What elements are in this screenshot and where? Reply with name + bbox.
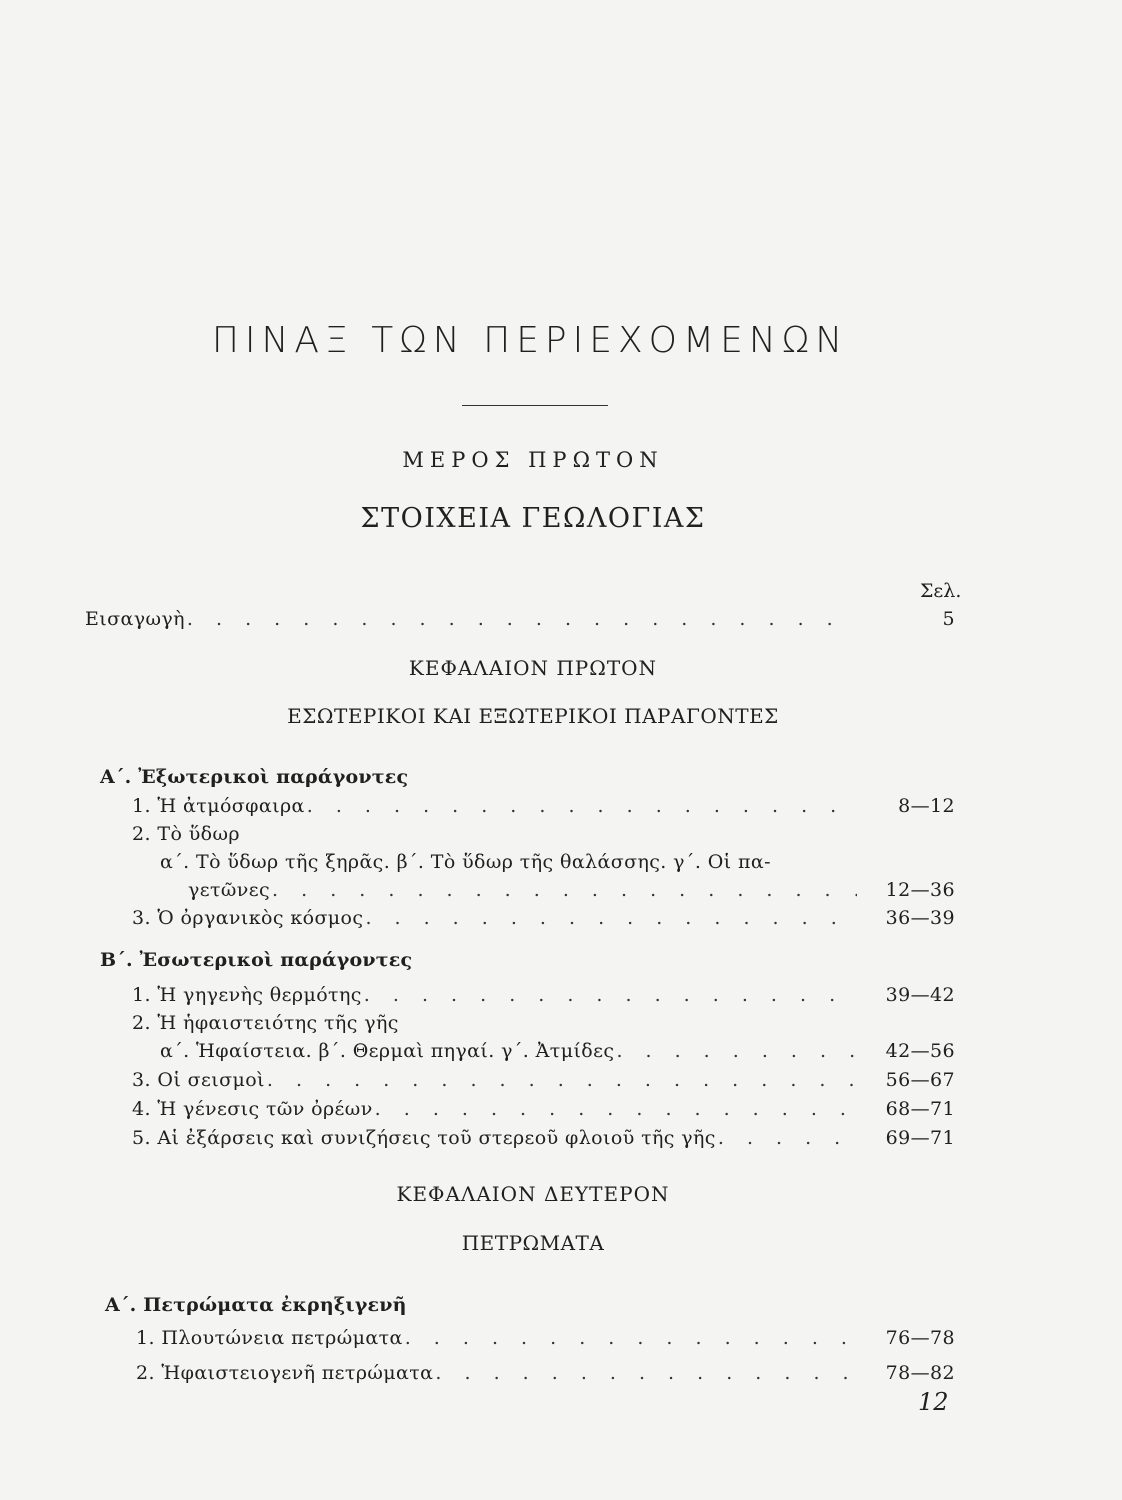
title-rule <box>462 405 608 406</box>
leader-dots <box>364 984 857 1006</box>
toc-entry-label: α΄. Ἡφαίστεια. β΄. Θερμαὶ πηγαί. γ΄. Ἀτμίδες <box>160 1040 615 1062</box>
leader-dots <box>272 879 857 901</box>
leader-dots <box>375 1098 857 1120</box>
toc-entry-pages: 69—71 <box>885 1127 955 1149</box>
toc-entry-pages: 76—78 <box>885 1327 955 1349</box>
toc-entry-intro <box>85 608 955 636</box>
toc-entry-label: γετῶνες <box>188 879 271 901</box>
leader-dots <box>435 1362 857 1384</box>
toc-entry-label: α΄. Τὸ ὕδωρ τῆς ξηρᾶς. β΄. Τὸ ὕδωρ τῆς θαλάσσης. γ΄. Οἱ πα- <box>160 851 771 873</box>
toc-entry <box>132 907 955 935</box>
section-heading-1a <box>100 766 970 794</box>
toc-entry-label: 1. Ἡ γηγενὴς θερμότης <box>132 984 362 1006</box>
leader-dots <box>267 1069 857 1091</box>
leader-dots <box>405 1327 857 1349</box>
toc-entry-pages: 56—67 <box>885 1069 955 1091</box>
toc-entry-pages: 36—39 <box>885 907 955 929</box>
toc-entry <box>132 795 955 823</box>
chapter1-title: ΕΣΩΤΕΡΙΚΟΙ ΚΑΙ ΕΞΩΤΕΡΙΚΟΙ ΠΑΡΑΓΟΝΤΕΣ <box>287 704 779 728</box>
leader-dots <box>187 608 857 630</box>
leader-dots <box>718 1127 857 1149</box>
toc-entry-label: 1. Πλουτώνεια πετρώματα <box>136 1327 403 1349</box>
leader-dots <box>307 795 857 817</box>
toc-entry-pages: 5 <box>942 608 955 630</box>
chapter1-label: ΚΕΦΑΛΑΙΟΝ ΠΡΩΤΟΝ <box>408 656 658 680</box>
toc-entry <box>132 823 955 851</box>
toc-entry-label: 2. Τὸ ὕδωρ <box>132 823 240 845</box>
section-heading-1b <box>100 949 970 977</box>
section-heading-2a <box>105 1294 975 1322</box>
leader-dots <box>616 1040 857 1062</box>
toc-entry-pages: 8—12 <box>898 795 955 817</box>
toc-entry-pages: 42—56 <box>885 1040 955 1062</box>
toc-entry-label: 2. Ἡφαιστειογενῆ πετρώματα <box>136 1362 434 1384</box>
leader-dots <box>365 907 857 929</box>
page-number: 12 <box>918 1388 949 1416</box>
toc-entry <box>188 879 955 907</box>
toc-entry-label: 5. Αἱ ἐξάρσεις καὶ συνιζήσεις τοῦ στερεοῦ φλοιοῦ τῆς γῆς <box>132 1127 716 1149</box>
toc-entry <box>132 1098 955 1126</box>
section-label: Β΄. Ἐσωτερικοὶ παράγοντες <box>100 949 413 971</box>
toc-entry <box>136 1327 955 1355</box>
toc-entry <box>160 851 955 879</box>
toc-entry <box>132 1012 955 1040</box>
chapter2-title: ΠΕΤΡΩΜΑΤΑ <box>461 1231 605 1255</box>
section-label: Α΄. Ἐξωτερικοὶ παράγοντες <box>100 766 409 788</box>
toc-entry-label: 4. Ἡ γένεσις τῶν ὀρέων <box>132 1098 373 1120</box>
part-title: ΣΤΟΙΧΕΙΑ ΓΕΩΛΟΓΙΑΣ <box>360 503 706 534</box>
toc-entry-pages: 39—42 <box>885 984 955 1006</box>
toc-entry <box>136 1362 955 1390</box>
toc-entry-pages: 68—71 <box>885 1098 955 1120</box>
toc-entry-pages: 78—82 <box>885 1362 955 1384</box>
page-title: ΠΙΝΑΞ ΤΩΝ ΠΕΡΙΕΧΟΜΕΝΩΝ <box>211 320 849 361</box>
toc-entry-label: Εισαγωγὴ <box>85 608 185 630</box>
toc-entry-pages: 12—36 <box>885 879 955 901</box>
toc-entry-label: 2. Ἡ ἡφαιστειότης τῆς γῆς <box>132 1012 399 1034</box>
toc-entry <box>160 1040 955 1068</box>
toc-entry <box>132 1127 955 1155</box>
toc-entry-label: 3. Ὁ ὀργανικὸς κόσμος <box>132 907 364 929</box>
toc-entry <box>132 1069 955 1097</box>
toc-entry-label: 3. Οἱ σεισμοὶ <box>132 1069 265 1091</box>
part-label: ΜΕΡΟΣ ΠΡΩΤΟΝ <box>402 448 664 472</box>
toc-entry <box>132 984 955 1012</box>
page-column-label: Σελ. <box>920 580 962 602</box>
section-label: Α΄. Πετρώματα ἐκρηξιγενῆ <box>105 1294 407 1316</box>
chapter2-label: ΚΕΦΑΛΑΙΟΝ ΔΕΥΤΕΡΟΝ <box>396 1182 670 1206</box>
toc-entry-label: 1. Ἡ ἀτμόσφαιρα <box>132 795 305 817</box>
